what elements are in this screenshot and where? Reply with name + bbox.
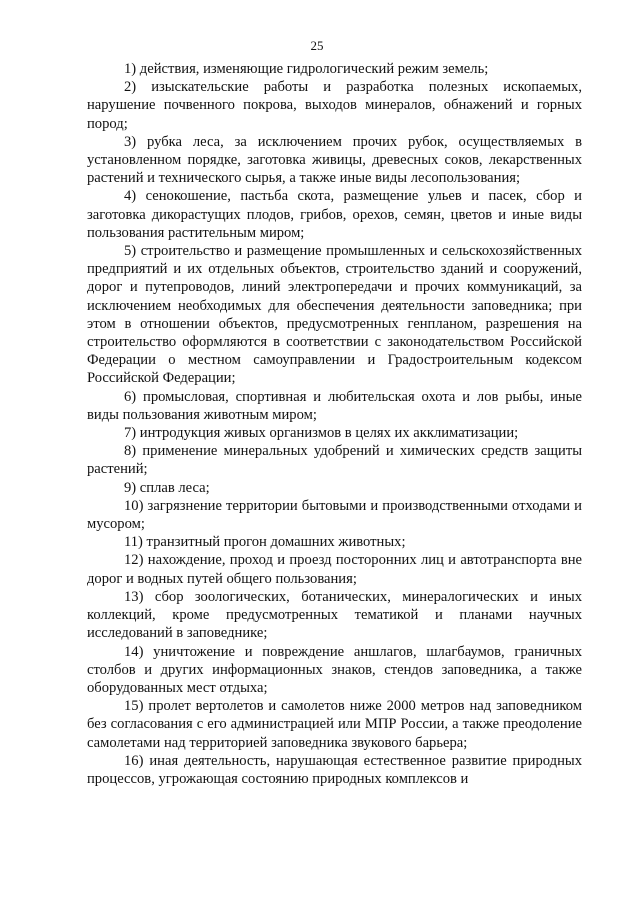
list-item-11: 11) транзитный прогон домашних животных; bbox=[124, 534, 406, 551]
document-body bbox=[87, 60, 582, 788]
list-item-15: 15) пролет вертолетов и самолетов ниже 2000 метров над заповедником без согласования с его администрацией или МПР России, а также преодоление самолетами над территорией заповедника звукового барьера; bbox=[87, 698, 582, 751]
list-item-16: 16) иная деятельность, нарушающая естественное развитие природных процессов, угрожающая состоянию природных комплексов и bbox=[87, 752, 582, 787]
list-item-4: 4) сенокошение, пастьба скота, размещение ульев и пасек, сбор и заготовка дикорастущих плодов, грибов, орехов, семян, цветов и иные виды пользования растительным миром; bbox=[87, 188, 582, 241]
list-item-2: 2) изыскательские работы и разработка полезных ископаемых, нарушение почвенного покрова, выходов минералов, обнажений и горных пород; bbox=[87, 79, 582, 132]
list-item-14: 14) уничтожение и повреждение аншлагов, шлагбаумов, граничных столбов и других информационных знаков, стендов заповедника, а также оборудованных мест отдыха; bbox=[87, 643, 582, 696]
list-item-1: 1) действия, изменяющие гидрологический режим земель; bbox=[124, 61, 489, 77]
list-item-8: 8) применение минеральных удобрений и химических средств защиты растений; bbox=[87, 443, 582, 478]
list-item-3: 3) рубка леса, за исключением прочих рубок, осуществляемых в установленном порядке, заготовка живицы, древесных соков, лекарственных растений и технического сырья, а также иные виды лесопользования; bbox=[87, 133, 582, 187]
list-item-13: 13) сбор зоологических, ботанических, минералогических и иных коллекций, кроме предусмотренных тематикой и планами научных исследований в заповеднике; bbox=[87, 588, 582, 642]
page-number: 25 bbox=[310, 38, 324, 53]
list-item-6: 6) промысловая, спортивная и любительская охота и лов рыбы, иные виды пользования животным миром; bbox=[87, 388, 582, 423]
list-item-9: 9) сплав леса; bbox=[124, 479, 210, 496]
list-item-5: 5) строительство и размещение промышленных и сельскохозяйственных предприятий и их отдельных объектов, строительство зданий и сооружений, дорог и путепроводов, линий электропередачи и прочих коммуникаций, за исключением необходимых для обеспечения деятельности заповедника; при этом в отношении объектов, предусмотренных генпланом, разрешения на строительство оформляются в соответствии с законодательством Российской Федерации о местном самоуправлении и Градостроительным кодексом Российской Федерации; bbox=[87, 243, 582, 387]
list-item-10: 10) загрязнение территории бытовыми и производственными отходами и мусором; bbox=[87, 497, 582, 533]
list-item-12: 12) нахождение, проход и проезд посторонних лиц и автотранспорта вне дорог и водных путей общего пользования; bbox=[87, 552, 582, 587]
list-item-7: 7) интродукция живых организмов в целях их акклиматизации; bbox=[124, 425, 519, 442]
